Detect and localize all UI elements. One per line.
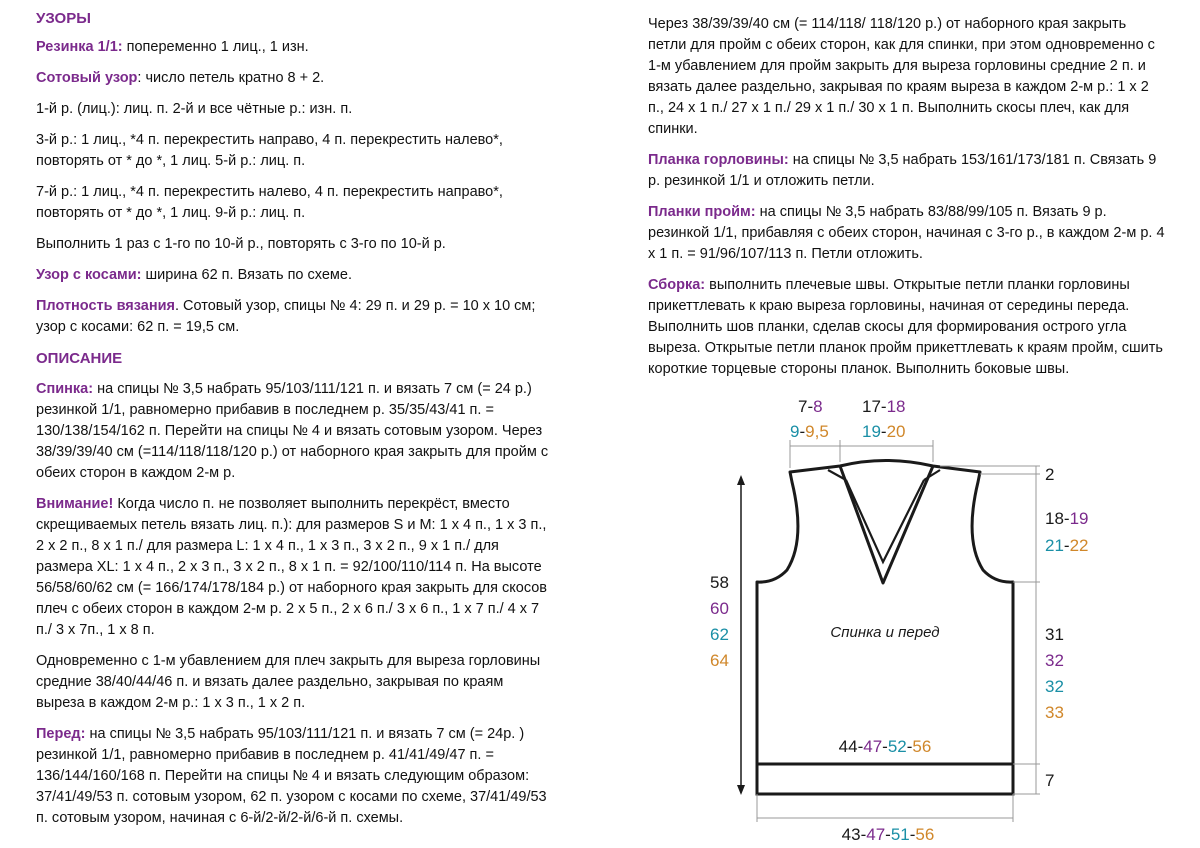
neckband-label: Планка горловины: xyxy=(648,152,789,168)
left-column xyxy=(36,8,596,829)
honeycomb-paragraph xyxy=(36,68,596,89)
front-cont-line: п., 24 х 1 п./ 27 х 1 п./ 29 х 1 п./ 30 х 1 п. Выполнить скосы плеч, как для xyxy=(648,100,1130,116)
back-line: резинкой 1/1, равномерно прибавив в последнем р. 35/35/43/41 п. = xyxy=(36,402,494,418)
front-cont-line: петли для пройм с обеих сторон, как для спинки, при этом одновременно с xyxy=(648,37,1155,53)
neck-band-top xyxy=(828,470,940,480)
v-neckline xyxy=(840,466,933,583)
length-label: 62 xyxy=(710,625,729,644)
rib-height-label: 7 xyxy=(1045,771,1055,790)
ribbing-band xyxy=(757,764,1013,794)
row7-paragraph xyxy=(36,182,596,224)
row3-paragraph xyxy=(36,130,596,172)
heading-patterns: УЗОРЫ xyxy=(36,10,91,27)
honeycomb-text: : число петель кратно 8 + 2. xyxy=(137,70,325,86)
row3-line: 3-й р.: 1 лиц., *4 п. перекрестить направо, 4 п. перекрестить налево*, xyxy=(36,132,503,148)
front-line: 136/144/160/168 п. Перейти на спицы № 4 и вязать следующим образом: xyxy=(36,768,530,784)
row7-line: повторять от * до *, 1 лиц. 9-й р.: лиц. п. xyxy=(36,205,306,221)
front-line: на спицы № 3,5 набрать 95/103/111/121 п. и вязать 7 см (= 24р. ) xyxy=(85,726,525,742)
front-cont-line: Через 38/39/39/40 см (= 114/118/ 118/120 р.) от наборного края закрыть xyxy=(648,16,1127,32)
side-label: 32 xyxy=(1045,677,1064,696)
row3-line: повторять от * до *, 1 лиц. 5-й р.: лиц. п. xyxy=(36,153,306,169)
rib-label: Резинка 1/1: xyxy=(36,39,123,55)
garment-outline xyxy=(757,461,1013,765)
assembly-label: Сборка: xyxy=(648,277,706,293)
piece-label: Спинка и перед xyxy=(830,624,940,641)
assembly-line: выреза. Открытые петли планок пройм прикеттлевать к краям пройм, сшить xyxy=(648,340,1163,356)
attention-label: Внимание! xyxy=(36,496,114,512)
attention-line: скрещиваемых петель вязать лиц. п.): для размеров S и M: 1 х 4 п., 1 х 3 п., xyxy=(36,517,547,533)
shoulder-drop-label: 2 xyxy=(1045,465,1055,484)
right-column xyxy=(648,14,1188,380)
rib-paragraph xyxy=(36,37,596,58)
assembly-line: выполнить плечевые швы. Открытые петли планки горловины xyxy=(705,277,1130,293)
cables-paragraph xyxy=(36,265,596,286)
v-neckline-inner xyxy=(846,480,924,562)
armbands-line: х 1 п. = 91/96/107/113 п. Петли отложить. xyxy=(648,246,923,262)
length-label: 60 xyxy=(710,599,729,618)
back-paragraph xyxy=(36,379,596,484)
back-line: 38/39/39/40 см (=114/118/118/120 р.) от наборного края закрыть для пройм с xyxy=(36,444,549,460)
side-label: 33 xyxy=(1045,703,1064,722)
width-label: 44-47-52-56 xyxy=(838,737,932,756)
armbands-label: Планки пройм: xyxy=(648,204,756,220)
back-line: обеих сторон в каждом 2-м р. xyxy=(36,465,236,481)
gauge-label: Плотность вязания xyxy=(36,298,175,314)
gauge-line: узор с косами: 62 п. = 19,5 см. xyxy=(36,319,240,335)
armhole-size-label: 21-22 xyxy=(1045,536,1089,555)
attention-line: размера XL: 1 х 4 п., 2 х 3 п., 3 х 2 п., 8 х 1 п. = 92/100/110/114 п. На высоте xyxy=(36,559,542,575)
length-label: 64 xyxy=(710,651,729,670)
front-line: 37/41/49/53 п. сотовым узором, 62 п. узором с косами по схеме, 37/41/49/53 xyxy=(36,789,547,805)
cables-text: ширина 62 п. Вязать по схеме. xyxy=(141,267,352,283)
front-continued-paragraph xyxy=(648,14,1188,140)
heading-description: ОПИСАНИЕ xyxy=(36,350,123,367)
front-cont-line: 1-м убавлением для пройм закрыть для выреза горловины средние 2 п. и xyxy=(648,58,1146,74)
simultaneous-line: Одновременно с 1-м убавлением для плеч закрыть для выреза горловины xyxy=(36,653,541,669)
gauge-line: . Сотовый узор, спицы № 4: 29 п. и 29 р. = 10 х 10 см; xyxy=(174,298,536,314)
side-label: 32 xyxy=(1045,651,1064,670)
assembly-line: прикеттлевать к краю выреза горловины, начиная от середины переда. xyxy=(648,298,1130,314)
assembly-paragraph xyxy=(648,275,1188,380)
neckband-line: р. резинкой 1/1 и отложить петли. xyxy=(648,173,875,189)
attention-line: 56/58/60/62 см (= 166/174/178/184 р.) от наборного края закрыть для скосов xyxy=(36,580,548,596)
armbands-line: на спицы № 3,5 набрать 83/88/99/105 п. Вязать 9 р. xyxy=(755,204,1107,220)
front-cont-line: спинки. xyxy=(648,121,698,137)
attention-line: Когда число п. не позволяет выполнить перекрёст, вместо xyxy=(113,496,510,512)
shoulder-size-label: 7-8 xyxy=(798,397,823,416)
simultaneous-line: выреза в каждом 2-м р.: 1 х 3 п., 1 х 2 п. xyxy=(36,695,306,711)
front-line: п. сотовым узором, начиная с 6-й/2-й/2-й/6-й п. схемы. xyxy=(36,810,404,826)
shoulder-size-label: 9-9,5 xyxy=(790,422,829,441)
armhole-size-label: 18-19 xyxy=(1045,509,1089,528)
repeat-text: Выполнить 1 раз с 1-го по 10-й р., повторять с 3-го по 10-й р. xyxy=(36,236,446,252)
neck-size-label: 17-18 xyxy=(862,397,906,416)
bottom-width-label: 43-47-51-56 xyxy=(841,825,935,844)
assembly-line: Выполнить шов планки, сделав скосы для формирования острого угла xyxy=(648,319,1127,335)
attention-line: плеч с обеих сторон в каждом 2-м р. 2 х 5 п., 2 х 6 п./ 3 х 6 п., 1 х 7 п./ 4 х 7 xyxy=(36,601,540,617)
simultaneous-paragraph xyxy=(36,651,596,714)
back-line: на спицы № 3,5 набрать 95/103/111/121 п. и вязать 7 см (= 24 р.) xyxy=(93,381,532,397)
honeycomb-label: Сотовый узор xyxy=(36,70,138,86)
back-label: Спинка: xyxy=(36,381,94,397)
front-line: резинкой 1/1, равномерно прибавив в последнем р. 41/41/49/47 п. = xyxy=(36,747,494,763)
rib-text: попеременно 1 лиц., 1 изн. xyxy=(122,39,309,55)
row7-line: 7-й р.: 1 лиц., *4 п. перекрестить налево, 4 п. перекрестить направо*, xyxy=(36,184,503,200)
back-line: 130/138/154/162 п. Перейти на спицы № 4 и вязать сотовым узором. Через xyxy=(36,423,543,439)
armbands-paragraph xyxy=(648,202,1188,265)
neckband-paragraph xyxy=(648,150,1188,192)
simultaneous-line: средние 38/40/44/46 п. и вязать далее раздельно, закрывая по краям xyxy=(36,674,504,690)
cables-label: Узор с косами: xyxy=(36,267,142,283)
armbands-line: резинкой 1/1, прибавляя с обеих сторон, начиная с 3-го р., в каждом 2-м р. 4 xyxy=(648,225,1165,241)
neckband-line: на спицы № 3,5 набрать 153/161/173/181 п. Связать 9 xyxy=(788,152,1157,168)
length-label: 58 xyxy=(710,573,729,592)
row1-text: 1-й р. (лиц.): лиц. п. 2-й и все чётные р.: изн. п. xyxy=(36,101,353,117)
gauge-paragraph xyxy=(36,296,596,338)
assembly-line: короткие торцевые стороны планок. Выполнить боковые швы. xyxy=(648,361,1070,377)
front-cont-line: вязать далее раздельно, закрывая по краям выреза в каждом 2-м р.: 1 х 2 xyxy=(648,79,1149,95)
front-paragraph xyxy=(36,724,596,829)
front-label: Перед: xyxy=(36,726,86,742)
attention-line: п./ 3 х 7п., 1 х 8 п. xyxy=(36,622,155,638)
side-label: 31 xyxy=(1045,625,1064,644)
attention-paragraph xyxy=(36,494,596,641)
neck-size-label: 19-20 xyxy=(862,422,906,441)
attention-line: 2 х 2 п., 8 х 1 п./ для размера L: 1 х 4 п., 1 х 3 п., 3 х 2 п., 9 х 1 п./ для xyxy=(36,538,499,554)
